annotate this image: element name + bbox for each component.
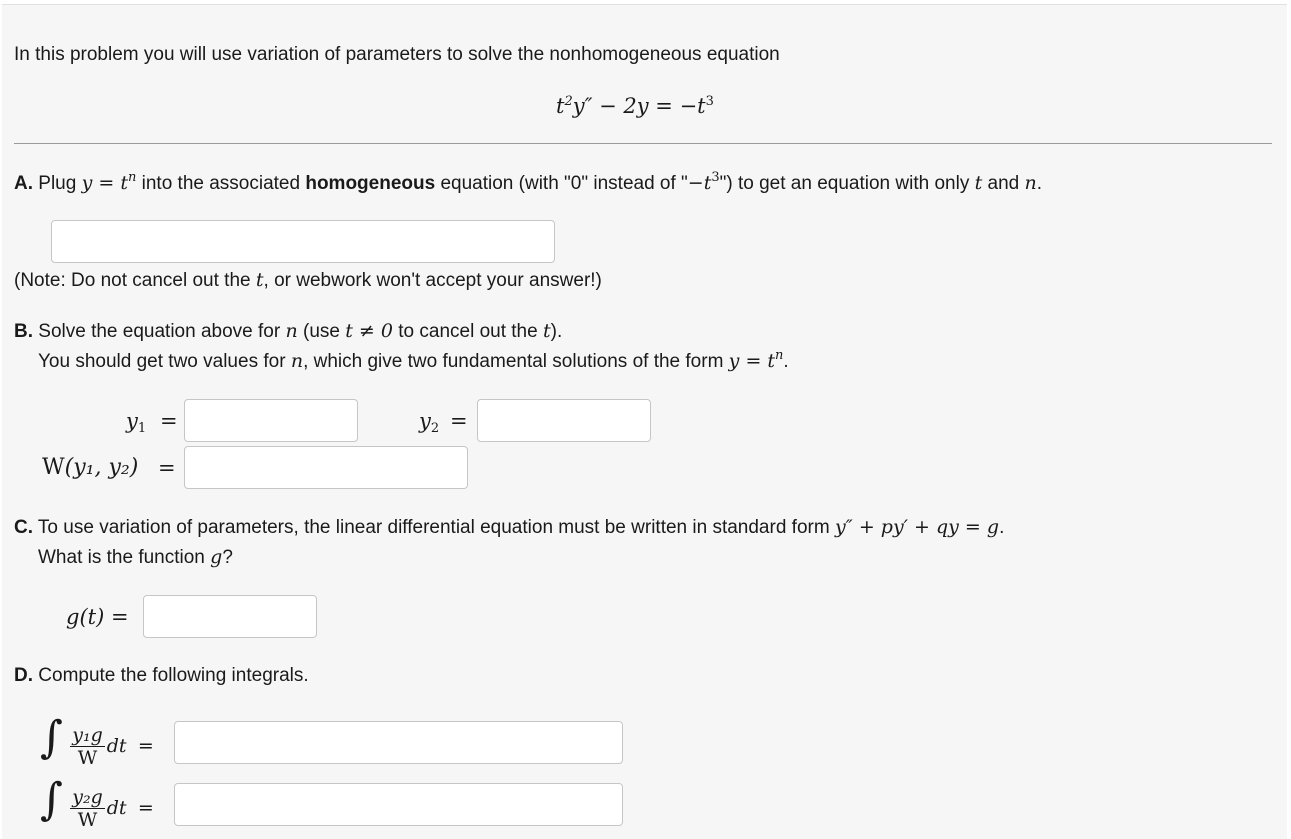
integral-symbol-1: ∫ — [40, 712, 63, 763]
part-a-prompt: A. Plug $y = t^n$ into the associated homogeneous equation (with "0" instead of "$-t^3$") to get an equation with only t and n. — [14, 170, 1043, 194]
wronskian-answer-input[interactable] — [184, 446, 468, 489]
integral-1-answer-input[interactable] — [174, 721, 623, 764]
main-equation: $t^2y'' - 2y = -t^3$ — [556, 94, 714, 118]
intro-text: In this problem you will use variation of parameters to solve the nonhomogeneous equation — [14, 44, 780, 65]
part-a-note: (Note: Do not cancel out the t, or webwork won't accept your answer!) — [14, 269, 602, 291]
part-d-prompt: D. Compute the following integrals. — [14, 665, 309, 686]
g-label: g(t) = — [66, 605, 129, 629]
integral-2: ∫ $\frac{\text{y₂g}}{W}$ dt = — [40, 774, 154, 832]
integrand-fraction-2: $\frac{\text{y₂g}}{W}$ — [72, 786, 103, 832]
divider — [14, 143, 1272, 144]
part-b-prompt: B. Solve the equation above for n (use t ≠ 0 to cancel out the t). — [14, 320, 563, 342]
y1-answer-input[interactable] — [184, 399, 358, 442]
y2-answer-input[interactable] — [477, 399, 651, 442]
integrand-fraction-1: $\frac{\text{y₁g}}{W}$ — [72, 724, 103, 770]
integral-symbol-2: ∫ — [40, 774, 63, 825]
wronskian-equals: = — [158, 456, 176, 480]
part-c-line2: What is the function g? — [38, 546, 233, 568]
g-answer-input[interactable] — [143, 595, 317, 638]
part-c-prompt: C. To use variation of parameters, the linear differential equation must be written in standard form y″ + py′ + qy = g. — [14, 516, 1005, 538]
y2-label: $y_2$ — [419, 409, 440, 436]
part-a-answer-input[interactable] — [51, 220, 555, 263]
wronskian-label: W(y₁, y₂) — [42, 455, 139, 480]
integral-2-answer-input[interactable] — [174, 783, 623, 826]
part-b-line2: You should get two values for n, which give two fundamental solutions of the form $y = t^n$. — [38, 348, 789, 372]
integral-1: ∫ $\frac{\text{y₁g}}{W}$ dt = — [40, 712, 154, 770]
y1-equals: = — [160, 409, 178, 433]
y2-equals: = — [450, 409, 468, 433]
y1-label: $y_1$ — [126, 409, 147, 436]
